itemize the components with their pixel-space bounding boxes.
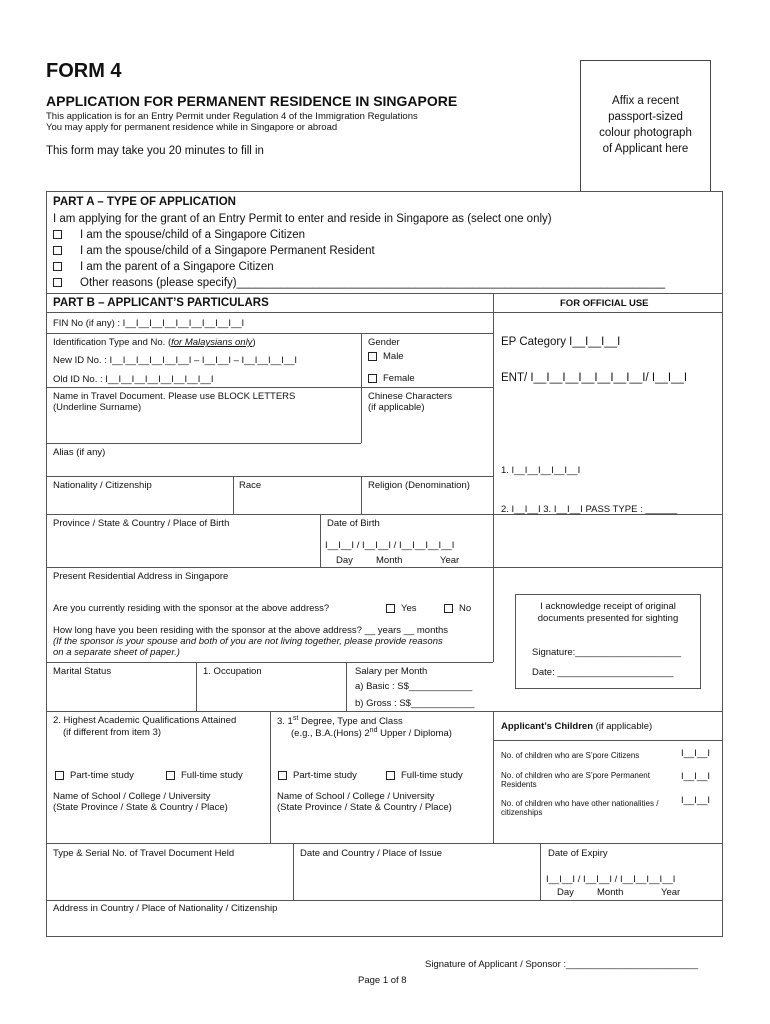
official-field-1[interactable]: 1. I__I__I__I__I__I <box>501 465 581 476</box>
ack-signature[interactable]: Signature:____________________ <box>532 647 681 658</box>
old-id-field[interactable]: Old ID No. : I__I__I__I__I__I__I__I__I <box>53 374 214 385</box>
option-spouse-citizen[interactable]: I am the spouse/child of a Singapore Citizen <box>53 229 305 241</box>
photo-line: Affix a recent <box>612 95 679 107</box>
dob-label: Date of Birth <box>327 518 380 529</box>
dob-year: Year <box>440 555 460 566</box>
checkbox[interactable] <box>386 604 395 613</box>
checkbox[interactable] <box>166 771 175 780</box>
residing-no[interactable]: No <box>444 603 471 614</box>
pob-label: Province / State & Country / Place of Birth <box>53 518 230 529</box>
expiry-month: Month <box>597 887 624 898</box>
gender-male[interactable]: Male <box>368 351 404 362</box>
photo-line: of Applicant here <box>602 143 689 155</box>
gender-female[interactable]: Female <box>368 373 415 384</box>
footer-signature[interactable]: Signature of Applicant / Sponsor :_________________________ <box>425 959 699 970</box>
checkbox[interactable] <box>55 771 64 780</box>
option-other[interactable]: Other reasons (please specify)___________________________________________________________________ <box>53 277 665 289</box>
qual-school-label: Name of School / College / University <box>53 791 211 802</box>
name-sub: (Underline Surname) <box>53 402 142 413</box>
degree-school-label: Name of School / College / University <box>277 791 435 802</box>
alias-label: Alias (if any) <box>53 447 106 458</box>
marital-label: Marital Status <box>53 666 112 677</box>
intro-line-1: This application is for an Entry Permit under Regulation 4 of the Immigration Regulations <box>46 111 418 122</box>
new-id-field[interactable]: New ID No. : I__I__I__I__I__I__I – I__I__I – I__I__I__I__I <box>53 355 298 366</box>
qualification-label: 2. Highest Academic Qualifications Attained <box>53 715 237 726</box>
children-other-field[interactable]: I__I__I <box>681 795 711 806</box>
photo-box[interactable] <box>580 60 711 192</box>
checkbox[interactable] <box>444 604 453 613</box>
ent-field[interactable]: ENT/ I__I__I__I__I__I__I__I/ I__I__I <box>501 372 688 384</box>
travel-doc-label: Type & Serial No. of Travel Document Held <box>53 848 235 859</box>
dob-day: Day <box>336 555 353 566</box>
children-pr-label-2: Residents <box>501 780 537 789</box>
name-label: Name in Travel Document. Please use BLOCK LETTERS <box>53 391 296 402</box>
checkbox[interactable] <box>368 352 377 361</box>
children-sc-label: No. of children who are S’pore Citizens <box>501 751 640 760</box>
expiry-label: Date of Expiry <box>548 848 608 859</box>
ack-line: I acknowledge receipt of original <box>540 601 676 612</box>
option-spouse-pr[interactable]: I am the spouse/child of a Singapore Permanent Resident <box>53 245 375 257</box>
checkbox[interactable] <box>278 771 287 780</box>
checkbox[interactable] <box>53 278 62 287</box>
salary-gross[interactable]: b) Gross : S$____________ <box>355 698 475 709</box>
checkbox[interactable] <box>368 374 377 383</box>
form-title: APPLICATION FOR PERMANENT RESIDENCE IN SINGAPORE <box>46 93 458 109</box>
qual-full-time[interactable]: Full-time study <box>166 770 243 781</box>
ack-line: documents presented for sighting <box>537 613 679 624</box>
how-long-note-2: on a separate sheet of paper.) <box>53 647 180 658</box>
chinese-label: Chinese Characters <box>368 391 452 402</box>
photo-line: passport-sized <box>608 111 683 123</box>
degree-part-time[interactable]: Part-time study <box>278 770 357 781</box>
residing-question: Are you currently residing with the sponsor at the above address? <box>53 603 330 614</box>
nationality-label: Nationality / Citizenship <box>53 480 152 491</box>
checkbox[interactable] <box>53 262 62 271</box>
dob-field[interactable]: I__I__I / I__I__I / I__I__I__I__I <box>325 540 455 551</box>
photo-line: colour photograph <box>599 127 692 139</box>
how-long-question[interactable]: How long have you been residing with the sponsor at the above address? __ years __ months <box>53 625 449 636</box>
children-other-label: No. of children who have other nationalities / <box>501 799 659 808</box>
checkbox[interactable] <box>53 246 62 255</box>
children-pr-field[interactable]: I__I__I <box>681 771 711 782</box>
address-label: Present Residential Address in Singapore <box>53 571 229 582</box>
expiry-day: Day <box>557 887 574 898</box>
children-other-label-2: citizenships <box>501 808 543 817</box>
dob-month: Month <box>376 555 403 566</box>
degree-sub: (e.g., B.A.(Hons) 2nd Upper / Diploma) <box>291 727 452 740</box>
race-label: Race <box>239 480 262 491</box>
residing-yes[interactable]: Yes <box>386 603 417 614</box>
part-a-intro: I am applying for the grant of an Entry Permit to enter and reside in Singapore as (select one only) <box>53 213 552 225</box>
children-title: Applicant’s Children (if applicable) <box>501 721 653 732</box>
part-a-title: PART A – TYPE OF APPLICATION <box>53 196 236 208</box>
acknowledgement-box <box>515 594 701 689</box>
part-b-title: PART B – APPLICANT’S PARTICULARS <box>53 297 269 309</box>
ack-date[interactable]: Date: ______________________ <box>532 667 674 678</box>
occupation-label: 1. Occupation <box>203 666 262 677</box>
official-use-label: FOR OFFICIAL USE <box>560 298 649 309</box>
degree-full-time[interactable]: Full-time study <box>386 770 463 781</box>
religion-label: Religion (Denomination) <box>368 480 470 491</box>
checkbox[interactable] <box>386 771 395 780</box>
page-number: Page 1 of 8 <box>358 975 407 986</box>
expiry-field[interactable]: I__I__I / I__I__I / I__I__I__I__I <box>546 874 676 885</box>
issue-label: Date and Country / Place of Issue <box>300 848 443 859</box>
time-note: This form may take you 20 minutes to fill in <box>46 145 264 157</box>
id-type-label: Identification Type and No. (for Malaysians only) <box>53 337 256 348</box>
children-pr-label: No. of children who are S’pore Permanent <box>501 771 650 780</box>
address-country-label: Address in Country / Place of Nationality / Citizenship <box>53 903 278 914</box>
gender-label: Gender <box>368 337 400 348</box>
chinese-sub: (if applicable) <box>368 402 425 413</box>
degree-school-sub: (State Province / State & Country / Place) <box>277 802 452 813</box>
checkbox[interactable] <box>53 230 62 239</box>
form-number: FORM 4 <box>46 60 122 82</box>
how-long-note-1: (If the sponsor is your spouse and both of you are not living together, please provide reasons <box>53 636 443 647</box>
salary-label: Salary per Month <box>355 666 428 677</box>
ep-category-field[interactable]: EP Category I__I__I__I <box>501 336 621 348</box>
official-field-2[interactable]: 2. I__I__I 3. I__I__I PASS TYPE : ______ <box>501 504 678 515</box>
qual-part-time[interactable]: Part-time study <box>55 770 134 781</box>
children-sc-field[interactable]: I__I__I <box>681 748 711 759</box>
degree-label: 3. 1st Degree, Type and Class <box>277 715 403 728</box>
fin-field[interactable]: FIN No (if any) : I__I__I__I__I__I__I__I__I__I <box>53 318 245 329</box>
salary-basic[interactable]: a) Basic : S$____________ <box>355 681 473 692</box>
expiry-year: Year <box>661 887 681 898</box>
qualification-sub: (if different from item 3) <box>63 727 162 738</box>
qual-school-sub: (State Province / State & Country / Place) <box>53 802 228 813</box>
option-parent-citizen[interactable]: I am the parent of a Singapore Citizen <box>53 261 274 273</box>
intro-line-2: You may apply for permanent residence while in Singapore or abroad <box>46 122 338 133</box>
